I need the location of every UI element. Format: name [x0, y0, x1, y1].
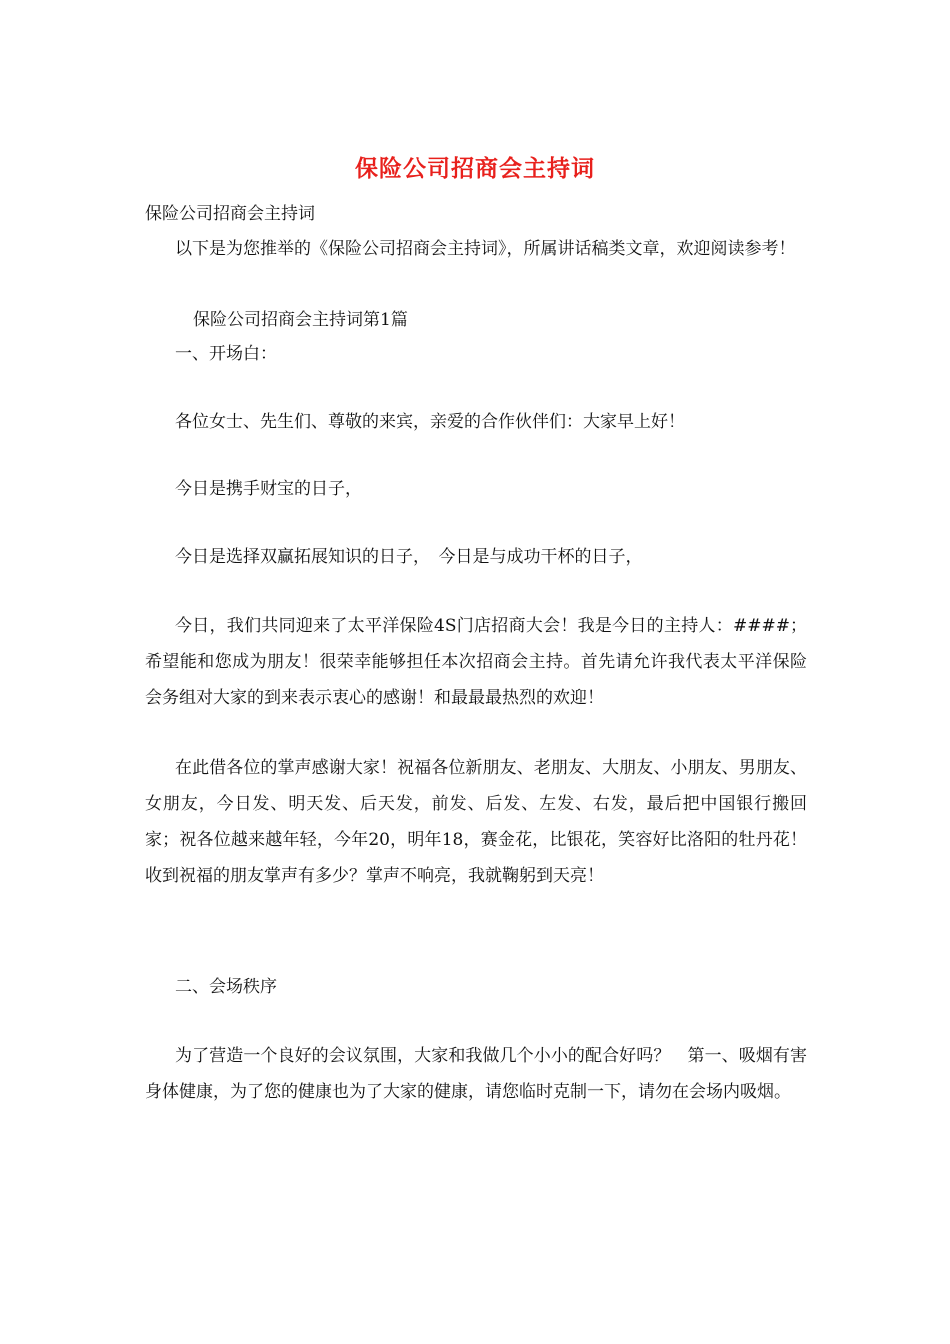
paragraph-welcome: 今日，我们共同迎来了太平洋保险4S门店招商大会！我是今日的主持人：####；希望能和您成为朋友！很荣幸能够担任本次招商会主持。首先请允许我代表太平洋保险会务组对大家的到来表示衷心的感谢！和最最最热烈的欢迎！	[145, 616, 807, 708]
paragraph-today-1: 今日是携手财宝的日子，	[175, 479, 362, 499]
intro-paragraph: 以下是为您推举的《保险公司招商会主持词》，所属讲话稿类文章，欢迎阅读参考！	[175, 239, 796, 259]
paragraph-order: 为了营造一个良好的会议氛围，大家和我做几个小小的配合好吗？ 第一、吸烟有害身体健康，为了您的健康也为了大家的健康，请您临时克制一下，请勿在会场内吸烟。	[145, 1046, 807, 1102]
paragraph-greeting: 各位女士、先生们、尊敬的来宾，亲爱的合作伙伴们：大家早上好！	[175, 412, 685, 432]
paragraph-today-2: 今日是选择双赢拓展知识的日子， 今日是与成功干杯的日子，	[175, 547, 643, 567]
document-subtitle: 保险公司招商会主持词	[145, 204, 315, 224]
section-heading-opening: 一、开场白：	[175, 344, 277, 364]
document-title: 保险公司招商会主持词	[355, 155, 595, 182]
section-heading-order: 二、会场秩序	[175, 977, 277, 997]
chapter-heading: 保险公司招商会主持词第1篇	[193, 310, 408, 330]
paragraph-blessing: 在此借各位的掌声感谢大家！祝福各位新朋友、老朋友、大朋友、小朋友、男朋友、女朋友，今日发、明天发、后天发，前发、后发、左发、右发，最后把中国银行搬回家；祝各位越来越年轻，今年20，明年18，赛金花，比银花，笑容好比洛阳的牡丹花！收到祝福的朋友掌声有多少？掌声不响亮，我就鞠躬到天亮！	[145, 758, 807, 886]
